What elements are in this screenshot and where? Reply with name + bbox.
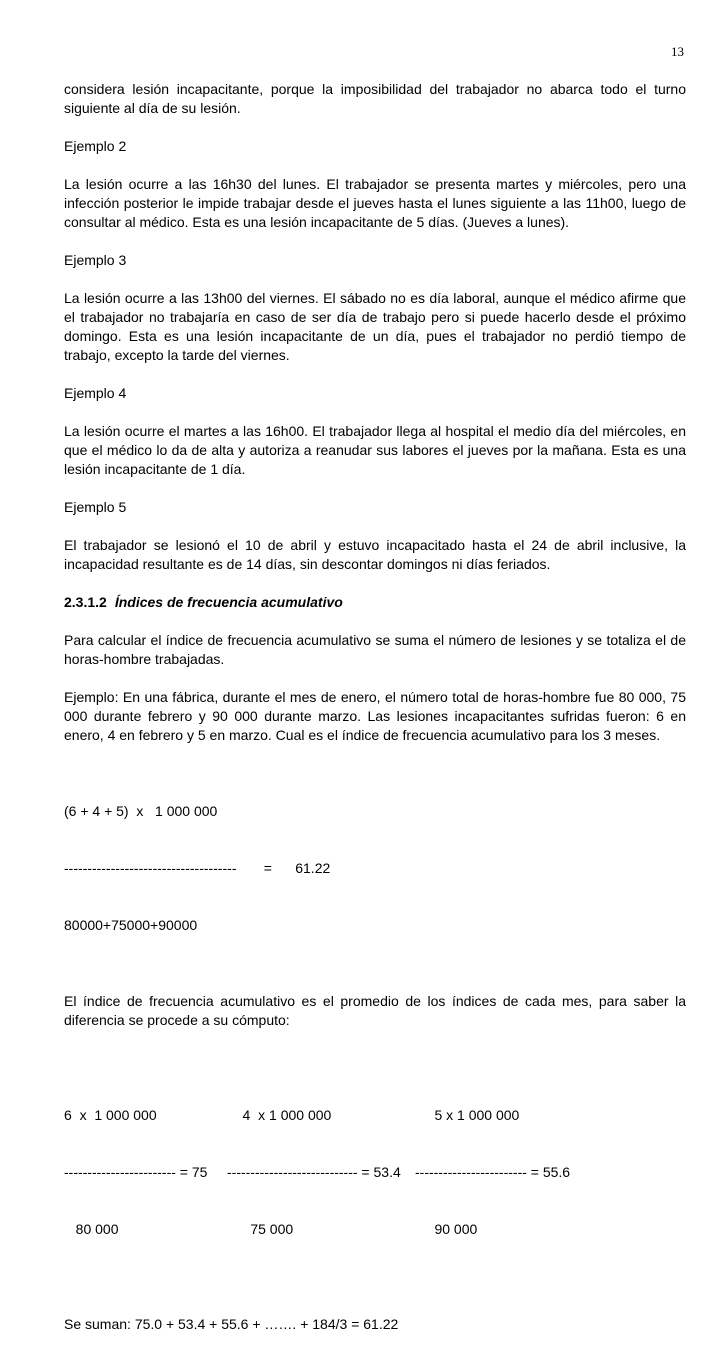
section-heading: [64, 593, 686, 612]
section-title: Índices de frecuencia acumulativo: [114, 594, 343, 610]
page-number: 13: [671, 44, 684, 59]
monthly-formula-february: [227, 1068, 415, 1277]
formula-fraction-line: ------------------------------------- = 61.22: [64, 860, 331, 876]
example-4-label: Ejemplo 4: [64, 385, 127, 401]
example-4-text: La lesión ocurre el martes a las 16h00. El trabajador llega al hospital el medio día del miércoles, en que el médico lo da de alta y autoriza a reanudar sus labores el jueves por la mañana. Esta es una lesión incapacitante de 1 día.: [64, 423, 686, 477]
formula-fraction-line: ------------------------ = 55.6: [415, 1164, 571, 1180]
formula-denominator: 80000+75000+90000: [64, 917, 198, 933]
section-explanation: El índice de frecuencia acumulativo es el promedio de los índices de cada mes, para saber la diferencia se procede a su cómputo:: [64, 993, 686, 1028]
section-example: Ejemplo: En una fábrica, durante el mes de enero, el número total de horas-hombre fue 80 000, 75 000 durante febrero y 90 000 durante marzo. Las lesiones incapacitantes sufridas fueron: 6 en enero, 4 en febrero y 5 en marzo. Cual es el índice de frecuencia acumulativo para los 3 meses.: [64, 689, 686, 743]
paragraph-continuation: considera lesión incapacitante, porque la imposibilidad del trabajador no abarca todo el turno siguiente al día de su lesión.: [64, 81, 686, 116]
formula-denominator: 80 000: [64, 1221, 119, 1237]
example-5-text: El trabajador se lesionó el 10 de abril y estuvo incapacitado hasta el 24 de abril inclusive, la incapacidad resultante es de 14 días, sin descontar domingos ni días feriados.: [64, 537, 686, 572]
example-2-text: La lesión ocurre a las 16h30 del lunes. El trabajador se presenta martes y miércoles, pero una infección posterior le impide trabajar desde el jueves hasta el lunes siguiente a las 11h00, luego de consultar al médico. Esta es una lesión incapacitante de 5 días. (Jueves a lunes).: [64, 176, 686, 230]
formula-fraction-line: ------------------------ = 75: [64, 1164, 208, 1180]
sum-line: Se suman: 75.0 + 53.4 + 55.6 + ……. + 184/3 = 61.22: [64, 1316, 399, 1332]
formula-denominator: 75 000: [227, 1221, 294, 1237]
monthly-formula-january: [64, 1068, 227, 1277]
formula-numerator: 5 x 1 000 000: [415, 1107, 520, 1123]
example-5-label: Ejemplo 5: [64, 499, 127, 515]
example-2-label: Ejemplo 2: [64, 138, 127, 154]
monthly-formula-march: [415, 1068, 615, 1277]
formula-numerator: (6 + 4 + 5) x 1 000 000: [64, 803, 218, 819]
example-3-text: La lesión ocurre a las 13h00 del viernes. El sábado no es día laboral, aunque el médico afirme que el trabajador no trabajaría en caso de ser día de trabajo pero si puede hacerlo desde el próximo domingo. Esta es una lesión incapacitante de un día, pues el trabajador no perdió tiempo de trabajo, excepto la tarde del viernes.: [64, 290, 686, 363]
cumulative-formula: [64, 764, 686, 973]
example-3-label: Ejemplo 3: [64, 252, 127, 268]
formula-numerator: 6 x 1 000 000: [64, 1107, 157, 1123]
formula-denominator: 90 000: [415, 1221, 478, 1237]
monthly-formulas: [64, 1068, 686, 1277]
section-number: 2.3.1.2: [64, 594, 107, 610]
page-content: [64, 80, 686, 1353]
formula-fraction-line: ---------------------------- = 53.4: [227, 1164, 401, 1180]
section-intro: Para calcular el índice de frecuencia acumulativo se suma el número de lesiones y se totaliza el de horas-hombre trabajadas.: [64, 632, 686, 667]
formula-numerator: 4 x 1 000 000: [227, 1107, 332, 1123]
